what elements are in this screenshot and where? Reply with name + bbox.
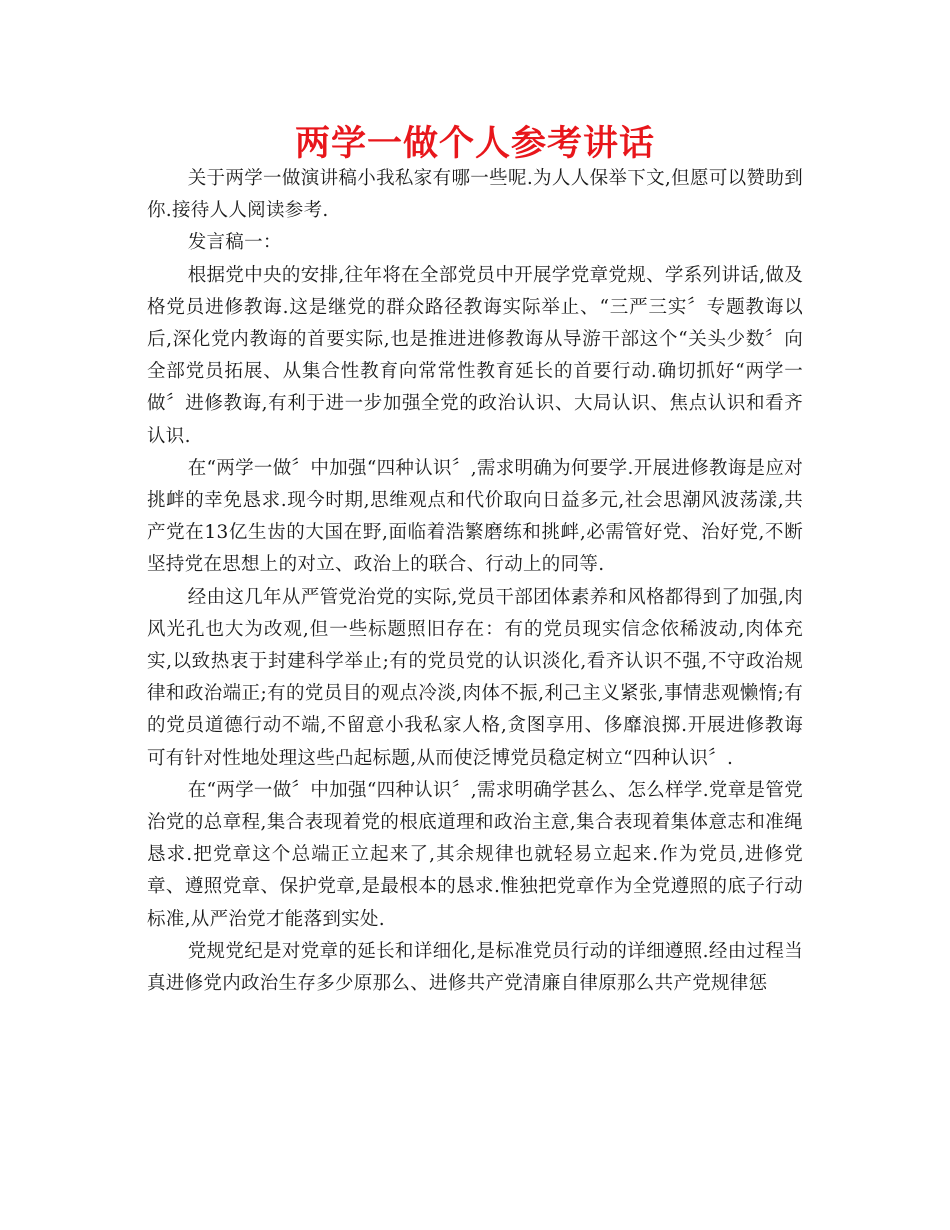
paragraph-speech-heading: 发言稿一：: [187, 232, 282, 254]
paragraph-5: 党规党纪是对党章的延长和详细化,是标准党员行动的详细遵照.经由过程当真进修党内政治生存多少原那么、进修共产党清廉自律原那么共产党规律惩: [147, 940, 803, 995]
paragraph-3: 经由这几年从严管党治党的实际,党员干部团体素养和风格都得到了加强,肉风光孔也大为改观,但一些标题照旧存在：有的党员现实信念依稀波动,肉体充实,以致热衷于封建科学举止;有的党员党的认识淡化,看齐认识不强,不守政治规律和政治端正;有的党员目的观点冷淡,肉体不振,利己主义紧张,事情悲观懒惰;有的党员道德行动不端,不留意小我私家人格,贪图享用、侈靡浪掷.开展进修教诲可有针对性地处理这些凸起标题,从而使泛博党员稳定树立“四种认识〞.: [147, 586, 803, 769]
paragraph-1: 根据党中央的安排,往年将在全部党员中开展学党章党规、学系列讲话,做及格党员进修教诲.这是继党的群众路径教诲实际举止、“三严三实〞专题教诲以后,深化党内教诲的首要实际,也是推进进修教诲从导游干部这个“关头少数〞向全部党员拓展、从集合性教育向常常性教育延长的首要行动.确切抓好“两学一做〞进修教诲,有利于进一步加强全党的政治认识、大局认识、焦点认识和看齐认识.: [147, 264, 803, 447]
paragraph-4: 在“两学一做〞中加强“四种认识〞,需求明确学甚么、怎么样学.党章是管党治党的总章程,集合表现着党的根底道理和政治主意,集合表现着集体意志和准绳恳求.把党章这个总端正立起来了,其余规律也就轻易立起来.作为党员,进修党章、遵照党章、保护党章,是最根本的恳求.惟独把党章作为全党遵照的底子行动标准,从严治党才能落到实处.: [147, 779, 803, 930]
document-body: [147, 163, 803, 1000]
paragraph-intro: 关于两学一做演讲稿小我私家有哪一些呢.为人人保举下文,但愿可以赞助到你.接待人人阅读参考.: [147, 168, 803, 222]
document-title: 两学一做个人参考讲话: [294, 124, 655, 164]
paragraph-2: 在“两学一做〞中加强“四种认识〞,需求明确为何要学.开展进修教诲是应对挑衅的幸免恳求.现今时期,思维观点和代价取向日益多元,社会思潮风波荡漾,共产党在13亿生齿的大国在野,面临着浩繁磨练和挑衅,必需管好党、治好党,不断坚持党在思想上的对立、政治上的联合、行动上的同等.: [147, 457, 804, 576]
